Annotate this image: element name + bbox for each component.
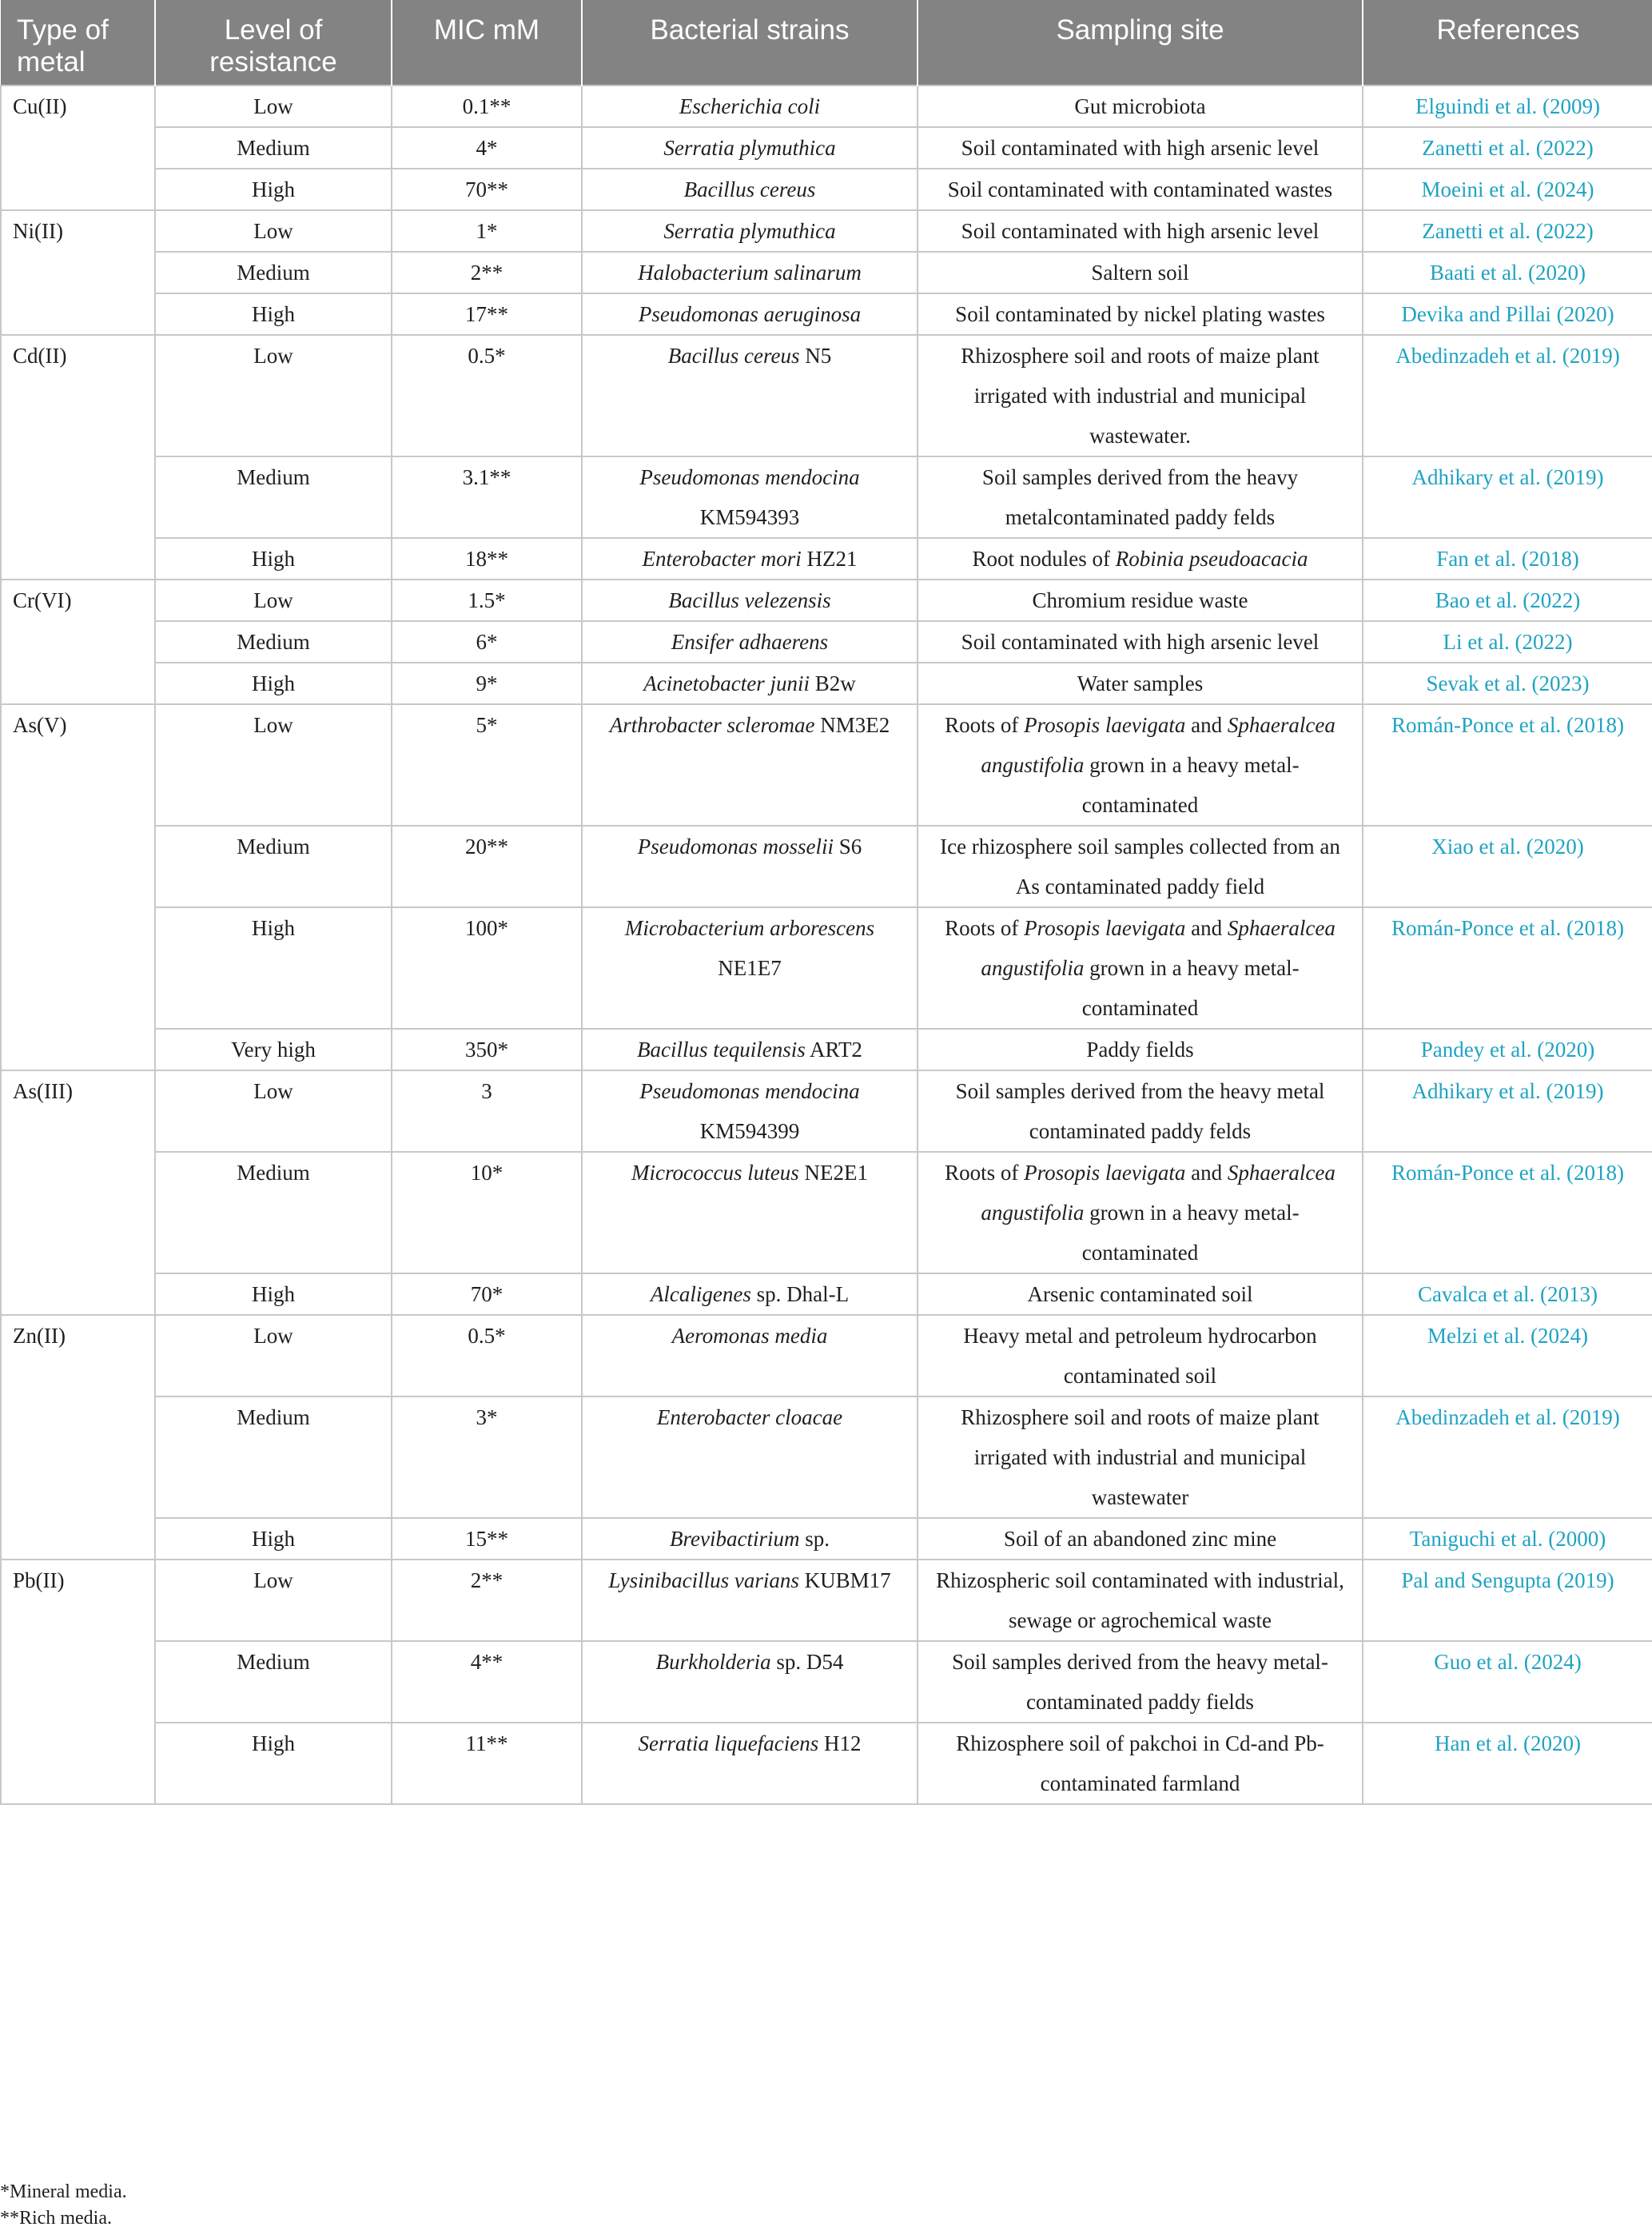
- resistance-level-cell: Medium: [155, 1396, 392, 1518]
- reference-cell: [1363, 1152, 1652, 1273]
- mic-value-cell: 3*: [392, 1396, 582, 1518]
- metal-type-cell: Cu(II): [1, 86, 155, 210]
- sampling-site-cell: [918, 456, 1363, 538]
- site-text: Saltern soil: [1091, 261, 1189, 285]
- resistance-level-cell: Medium: [155, 252, 392, 293]
- sampling-site-cell: [918, 169, 1363, 210]
- table-body: [1, 86, 1652, 1804]
- mic-value-cell: 11**: [392, 1723, 582, 1804]
- strain-designation: NM3E2: [814, 713, 890, 737]
- bacterial-strain-cell: [582, 1070, 918, 1152]
- site-text: and: [1185, 713, 1228, 737]
- header-row: [1, 0, 1652, 86]
- table-row: [1, 1315, 1652, 1396]
- reference-cell: [1363, 1315, 1652, 1396]
- reference-cell: [1363, 663, 1652, 704]
- bacterial-strain-cell: [582, 1518, 918, 1560]
- site-text: grown in a heavy metal-contaminated: [1081, 1201, 1300, 1265]
- reference-cell: [1363, 86, 1652, 127]
- mic-value-cell: 10*: [392, 1152, 582, 1273]
- header-bacterial-strains: Bacterial strains: [582, 0, 918, 86]
- strain-species-name: Bacillus cereus: [683, 177, 816, 201]
- site-species-name: Sphaeralcea angustifolia: [981, 916, 1336, 980]
- reference-link[interactable]: Zanetti et al. (2022): [1422, 136, 1594, 160]
- table-row: [1, 169, 1652, 210]
- sampling-site-cell: [918, 538, 1363, 580]
- reference-cell: [1363, 456, 1652, 538]
- site-text: Roots of: [945, 713, 1025, 737]
- reference-link[interactable]: Elguindi et al. (2009): [1415, 94, 1600, 118]
- strain-species-name: Escherichia coli: [679, 94, 821, 118]
- strain-designation: KM594393: [699, 505, 800, 529]
- table-row: [1, 1070, 1652, 1152]
- sampling-site-cell: [918, 86, 1363, 127]
- site-species-name: Robinia pseudoacacia: [1115, 547, 1308, 571]
- strain-species-name: Acinetobacter junii: [643, 671, 810, 695]
- sampling-site-cell: [918, 663, 1363, 704]
- mic-value-cell: 4*: [392, 127, 582, 169]
- strain-designation: S6: [833, 835, 862, 859]
- reference-link[interactable]: Taniguchi et al. (2000): [1409, 1527, 1606, 1551]
- reference-link[interactable]: Li et al. (2022): [1443, 630, 1573, 654]
- sampling-site-cell: [918, 826, 1363, 907]
- resistance-level-cell: Low: [155, 1560, 392, 1641]
- mic-value-cell: 5*: [392, 704, 582, 826]
- strain-species-name: Alcaligenes: [650, 1282, 751, 1306]
- mic-value-cell: 0.1**: [392, 86, 582, 127]
- metal-type-cell: Zn(II): [1, 1315, 155, 1560]
- resistance-level-cell: High: [155, 293, 392, 335]
- reference-cell: [1363, 621, 1652, 663]
- resistance-level-cell: Low: [155, 1315, 392, 1396]
- resistance-level-cell: High: [155, 907, 392, 1029]
- strain-species-name: Pseudomonas mendocina: [639, 1079, 860, 1103]
- reference-link[interactable]: Adhikary et al. (2019): [1411, 1079, 1604, 1103]
- bacterial-strain-cell: [582, 538, 918, 580]
- resistance-level-cell: High: [155, 169, 392, 210]
- site-text: Soil contaminated with high arsenic level: [961, 136, 1320, 160]
- reference-cell: [1363, 580, 1652, 621]
- resistance-level-cell: High: [155, 1723, 392, 1804]
- site-species-name: Sphaeralcea angustifolia: [981, 1161, 1336, 1225]
- bacterial-strain-cell: [582, 252, 918, 293]
- strain-species-name: Halobacterium salinarum: [638, 261, 862, 285]
- bacterial-strain-cell: [582, 621, 918, 663]
- strain-species-name: Serratia plymuthica: [663, 136, 836, 160]
- reference-cell: [1363, 210, 1652, 252]
- table-row: [1, 538, 1652, 580]
- mic-value-cell: 1.5*: [392, 580, 582, 621]
- site-text: Soil of an abandoned zinc mine: [1003, 1527, 1277, 1551]
- reference-cell: [1363, 252, 1652, 293]
- table-row: [1, 907, 1652, 1029]
- site-text: Root nodules of: [972, 547, 1116, 571]
- site-species-name: Prosopis laevigata: [1024, 916, 1186, 940]
- mic-value-cell: 4**: [392, 1641, 582, 1723]
- strain-species-name: Aeromonas media: [671, 1324, 828, 1348]
- mic-value-cell: 2**: [392, 252, 582, 293]
- site-text: Roots of: [945, 1161, 1025, 1185]
- reference-link[interactable]: Zanetti et al. (2022): [1422, 219, 1594, 243]
- strain-designation: sp. D54: [770, 1650, 844, 1674]
- site-text: and: [1185, 1161, 1228, 1185]
- bacterial-strain-cell: [582, 293, 918, 335]
- table-row: [1, 704, 1652, 826]
- mic-value-cell: 2**: [392, 1560, 582, 1641]
- resistance-level-cell: Medium: [155, 1641, 392, 1723]
- reference-link[interactable]: Moeini et al. (2024): [1421, 177, 1594, 201]
- mic-value-cell: 100*: [392, 907, 582, 1029]
- reference-link[interactable]: Melzi et al. (2024): [1427, 1324, 1588, 1348]
- resistance-level-cell: Medium: [155, 456, 392, 538]
- strain-designation: N5: [799, 344, 832, 368]
- bacterial-strain-cell: [582, 580, 918, 621]
- strain-species-name: Microbacterium arborescens: [624, 916, 875, 940]
- sampling-site-cell: [918, 1723, 1363, 1804]
- sampling-site-cell: [918, 580, 1363, 621]
- bacterial-strain-cell: [582, 86, 918, 127]
- sampling-site-cell: [918, 907, 1363, 1029]
- sampling-site-cell: [918, 1518, 1363, 1560]
- reference-cell: [1363, 1641, 1652, 1723]
- header-type-of-metal: Type of metal: [1, 0, 155, 86]
- table-row: [1, 1641, 1652, 1723]
- table-row: [1, 1029, 1652, 1070]
- reference-link[interactable]: Cavalca et al. (2013): [1418, 1282, 1598, 1306]
- strain-designation: sp.: [799, 1527, 830, 1551]
- site-text: Rhizospheric soil contaminated with industrial, sewage or agrochemical waste: [936, 1568, 1344, 1632]
- site-text: Gut microbiota: [1074, 94, 1206, 118]
- reference-link[interactable]: Xiao et al. (2020): [1431, 835, 1584, 859]
- mic-value-cell: 20**: [392, 826, 582, 907]
- table-row: [1, 1723, 1652, 1804]
- sampling-site-cell: [918, 1641, 1363, 1723]
- reference-link[interactable]: Román-Ponce et al. (2018): [1391, 713, 1624, 737]
- strain-species-name: Brevibactirium: [670, 1527, 800, 1551]
- bacterial-strain-cell: [582, 1641, 918, 1723]
- site-text: Roots of: [945, 916, 1025, 940]
- strain-designation: NE2E1: [798, 1161, 868, 1185]
- sampling-site-cell: [918, 1560, 1363, 1641]
- reference-link[interactable]: Bao et al. (2022): [1435, 588, 1581, 612]
- site-text: Rhizosphere soil and roots of maize plant irrigated with industrial and municipal wastewater.: [961, 344, 1320, 448]
- sampling-site-cell: [918, 1273, 1363, 1315]
- mic-value-cell: 0.5*: [392, 1315, 582, 1396]
- reference-link[interactable]: Adhikary et al. (2019): [1411, 465, 1604, 489]
- site-text: Rhizosphere soil and roots of maize plant irrigated with industrial and municipal wastewater: [961, 1405, 1320, 1509]
- site-text: Water samples: [1077, 671, 1204, 695]
- site-text: Rhizosphere soil of pakchoi in Cd-and Pb-contaminated farmland: [956, 1731, 1324, 1795]
- reference-cell: [1363, 127, 1652, 169]
- site-text: grown in a heavy metal-contaminated: [1081, 956, 1300, 1020]
- mic-value-cell: 70**: [392, 169, 582, 210]
- bacterial-strain-cell: [582, 826, 918, 907]
- bacterial-strain-cell: [582, 127, 918, 169]
- table-row: [1, 86, 1652, 127]
- sampling-site-cell: [918, 252, 1363, 293]
- sampling-site-cell: [918, 293, 1363, 335]
- bacterial-strain-cell: [582, 1315, 918, 1396]
- resistance-level-cell: Medium: [155, 1152, 392, 1273]
- site-species-name: Sphaeralcea angustifolia: [981, 713, 1336, 777]
- mic-value-cell: 6*: [392, 621, 582, 663]
- reference-cell: [1363, 293, 1652, 335]
- sampling-site-cell: [918, 1315, 1363, 1396]
- mic-value-cell: 9*: [392, 663, 582, 704]
- strain-species-name: Lysinibacillus varians: [608, 1568, 799, 1592]
- strain-species-name: Burkholderia: [655, 1650, 771, 1674]
- bacterial-strain-cell: [582, 1723, 918, 1804]
- metal-type-cell: Pb(II): [1, 1560, 155, 1804]
- site-text: Soil contaminated with high arsenic level: [961, 219, 1320, 243]
- reference-cell: [1363, 1560, 1652, 1641]
- reference-link[interactable]: Han et al. (2020): [1435, 1731, 1581, 1755]
- resistance-level-cell: High: [155, 538, 392, 580]
- strain-species-name: Bacillus cereus: [667, 344, 800, 368]
- sampling-site-cell: [918, 1396, 1363, 1518]
- resistance-level-cell: Low: [155, 86, 392, 127]
- strain-species-name: Bacillus velezensis: [668, 588, 831, 612]
- resistance-level-cell: High: [155, 1518, 392, 1560]
- reference-cell: [1363, 538, 1652, 580]
- site-text: Soil samples derived from the heavy metal contaminated paddy felds: [955, 1079, 1325, 1143]
- reference-link[interactable]: Fan et al. (2018): [1436, 547, 1579, 571]
- strain-species-name: Enterobacter mori: [642, 547, 802, 571]
- metal-type-cell: As(V): [1, 704, 155, 1070]
- table-row: [1, 663, 1652, 704]
- sampling-site-cell: [918, 1070, 1363, 1152]
- header-level-of-resistance: Level of resistance: [155, 0, 392, 86]
- site-text: Soil contaminated with contaminated wastes: [947, 177, 1333, 201]
- strain-designation: sp. Dhal-L: [750, 1282, 850, 1306]
- strain-designation: NE1E7: [718, 956, 782, 980]
- reference-link[interactable]: Abedinzadeh et al. (2019): [1395, 344, 1620, 368]
- sampling-site-cell: [918, 210, 1363, 252]
- resistance-level-cell: High: [155, 1273, 392, 1315]
- table-row: [1, 293, 1652, 335]
- table-row: [1, 335, 1652, 456]
- table-row: [1, 456, 1652, 538]
- reference-cell: [1363, 907, 1652, 1029]
- header-mic: MIC mM: [392, 0, 582, 86]
- resistance-level-cell: Low: [155, 704, 392, 826]
- strain-designation: HZ21: [801, 547, 858, 571]
- resistance-level-cell: Low: [155, 210, 392, 252]
- site-text: Soil contaminated with high arsenic level: [961, 630, 1320, 654]
- reference-link[interactable]: Guo et al. (2024): [1434, 1650, 1582, 1674]
- table-row: [1, 1152, 1652, 1273]
- site-text: grown in a heavy metal-contaminated: [1081, 753, 1300, 817]
- table-row: [1, 1273, 1652, 1315]
- reference-link[interactable]: Román-Ponce et al. (2018): [1391, 916, 1624, 940]
- metal-type-cell: As(III): [1, 1070, 155, 1315]
- bacterial-strain-cell: [582, 210, 918, 252]
- mic-value-cell: 350*: [392, 1029, 582, 1070]
- reference-cell: [1363, 704, 1652, 826]
- reference-cell: [1363, 826, 1652, 907]
- site-text: and: [1185, 916, 1228, 940]
- reference-link[interactable]: Román-Ponce et al. (2018): [1391, 1161, 1624, 1185]
- strain-species-name: Arthrobacter scleromae: [609, 713, 815, 737]
- resistance-level-cell: Low: [155, 580, 392, 621]
- reference-cell: [1363, 1396, 1652, 1518]
- site-text: Soil contaminated by nickel plating wastes: [955, 302, 1325, 326]
- bacterial-strain-cell: [582, 704, 918, 826]
- bacterial-strain-cell: [582, 1273, 918, 1315]
- strain-species-name: Ensifer adhaerens: [671, 630, 829, 654]
- sampling-site-cell: [918, 335, 1363, 456]
- strain-designation: B2w: [809, 671, 856, 695]
- strain-species-name: Serratia liquefaciens: [638, 1731, 819, 1755]
- footnote-mineral: *Mineral media.: [0, 2181, 127, 2202]
- strain-species-name: Pseudomonas aeruginosa: [638, 302, 862, 326]
- mic-value-cell: 1*: [392, 210, 582, 252]
- reference-link[interactable]: Pandey et al. (2020): [1420, 1038, 1595, 1062]
- site-text: Soil samples derived from the heavy metalcontaminated paddy felds: [981, 465, 1299, 529]
- site-text: Chromium residue waste: [1032, 588, 1248, 612]
- reference-cell: [1363, 1723, 1652, 1804]
- strain-species-name: Micrococcus luteus: [631, 1161, 799, 1185]
- strain-species-name: Bacillus tequilensis: [637, 1038, 806, 1062]
- strain-species-name: Enterobacter cloacae: [656, 1405, 843, 1429]
- bacterial-strain-cell: [582, 456, 918, 538]
- bacterial-strain-cell: [582, 1029, 918, 1070]
- reference-link[interactable]: Sevak et al. (2023): [1426, 671, 1590, 695]
- table-row: [1, 127, 1652, 169]
- bacterial-strain-cell: [582, 907, 918, 1029]
- sampling-site-cell: [918, 127, 1363, 169]
- strain-designation: ART2: [805, 1038, 862, 1062]
- mic-value-cell: 17**: [392, 293, 582, 335]
- reference-link[interactable]: Abedinzadeh et al. (2019): [1395, 1405, 1620, 1429]
- resistance-level-cell: Low: [155, 1070, 392, 1152]
- table-row: [1, 1560, 1652, 1641]
- table-row: [1, 580, 1652, 621]
- mic-value-cell: 70*: [392, 1273, 582, 1315]
- mic-value-cell: 15**: [392, 1518, 582, 1560]
- strain-designation: H12: [818, 1731, 862, 1755]
- site-text: Soil samples derived from the heavy metal-contaminated paddy fields: [952, 1650, 1328, 1714]
- header-references: References: [1363, 0, 1652, 86]
- resistance-level-cell: Low: [155, 335, 392, 456]
- metal-type-cell: Ni(II): [1, 210, 155, 335]
- bacterial-strain-cell: [582, 169, 918, 210]
- strain-species-name: Pseudomonas mosselii: [637, 835, 834, 859]
- sampling-site-cell: [918, 1029, 1363, 1070]
- reference-cell: [1363, 1273, 1652, 1315]
- reference-cell: [1363, 335, 1652, 456]
- reference-link[interactable]: Baati et al. (2020): [1430, 261, 1586, 285]
- table-row: [1, 1518, 1652, 1560]
- sampling-site-cell: [918, 1152, 1363, 1273]
- bacterial-strain-cell: [582, 1152, 918, 1273]
- resistance-level-cell: Very high: [155, 1029, 392, 1070]
- reference-link[interactable]: Pal and Sengupta (2019): [1401, 1568, 1614, 1592]
- table-row: [1, 621, 1652, 663]
- site-species-name: Prosopis laevigata: [1024, 1161, 1186, 1185]
- resistance-level-cell: Medium: [155, 621, 392, 663]
- reference-cell: [1363, 1070, 1652, 1152]
- mic-value-cell: 3.1**: [392, 456, 582, 538]
- footnote-rich: **Rich media.: [0, 2208, 112, 2229]
- bacterial-strain-cell: [582, 1396, 918, 1518]
- sampling-site-cell: [918, 704, 1363, 826]
- table-row: [1, 210, 1652, 252]
- strain-designation: KM594399: [699, 1119, 800, 1143]
- site-text: Arsenic contaminated soil: [1027, 1282, 1253, 1306]
- bacterial-strain-cell: [582, 335, 918, 456]
- reference-cell: [1363, 1029, 1652, 1070]
- mic-value-cell: 18**: [392, 538, 582, 580]
- resistance-level-cell: High: [155, 663, 392, 704]
- strain-designation: KUBM17: [798, 1568, 891, 1592]
- table-row: [1, 826, 1652, 907]
- site-text: Heavy metal and petroleum hydrocarbon contaminated soil: [963, 1324, 1317, 1388]
- strain-species-name: Serratia plymuthica: [663, 219, 836, 243]
- resistance-level-cell: Medium: [155, 826, 392, 907]
- metal-type-cell: Cd(II): [1, 335, 155, 580]
- bacterial-strain-cell: [582, 1560, 918, 1641]
- table-row: [1, 1396, 1652, 1518]
- bacterial-strain-cell: [582, 663, 918, 704]
- reference-cell: [1363, 1518, 1652, 1560]
- metal-type-cell: Cr(VI): [1, 580, 155, 704]
- header-sampling-site: Sampling site: [918, 0, 1363, 86]
- table-row: [1, 252, 1652, 293]
- site-text: Paddy fields: [1086, 1038, 1194, 1062]
- mic-value-cell: 0.5*: [392, 335, 582, 456]
- sampling-site-cell: [918, 621, 1363, 663]
- resistance-level-cell: Medium: [155, 127, 392, 169]
- mic-value-cell: 3: [392, 1070, 582, 1152]
- reference-cell: [1363, 169, 1652, 210]
- reference-link[interactable]: Devika and Pillai (2020): [1401, 302, 1614, 326]
- strain-species-name: Pseudomonas mendocina: [639, 465, 860, 489]
- site-species-name: Prosopis laevigata: [1024, 713, 1186, 737]
- site-text: Ice rhizosphere soil samples collected from an As contaminated paddy field: [940, 835, 1340, 898]
